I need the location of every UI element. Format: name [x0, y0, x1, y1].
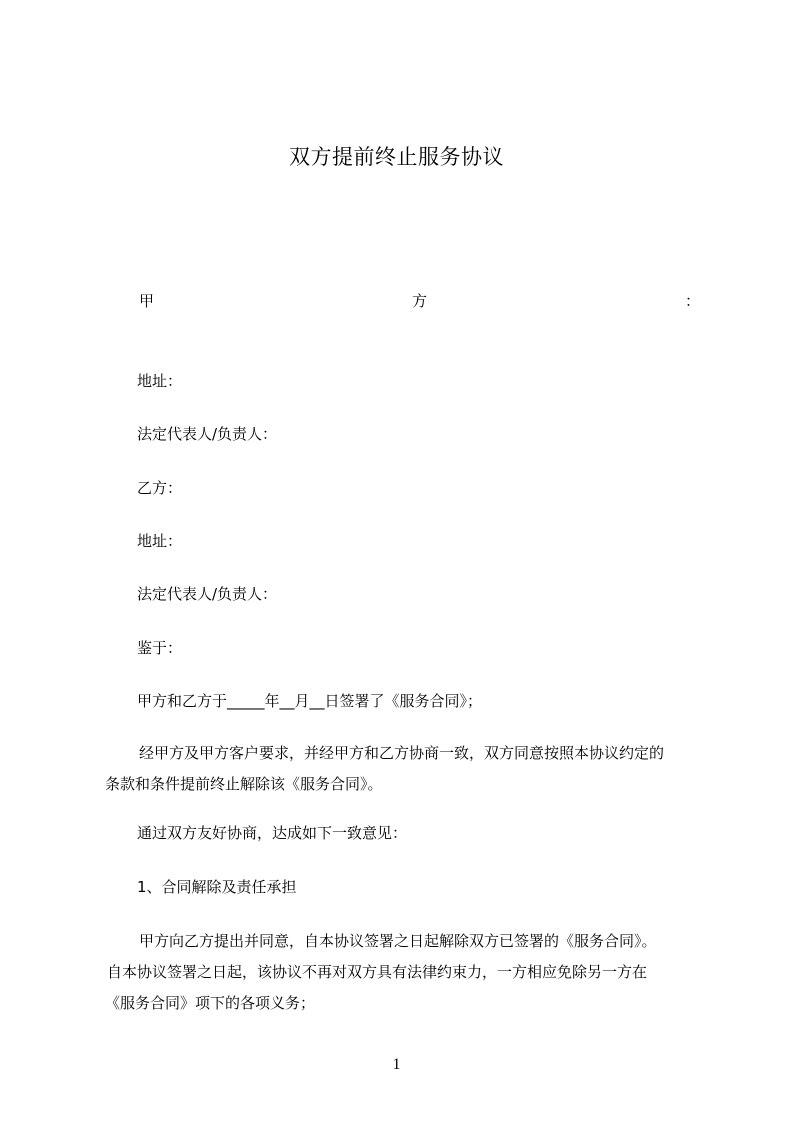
party-a-char-2: 方: [412, 292, 428, 310]
representative-b-label: 法定代表人/负责人：: [137, 585, 278, 603]
party-a-char-1: 甲: [139, 292, 155, 310]
consent-line-1: 经甲方及甲方客户要求，并经甲方和乙方协商一致，双方同意按照本协议约定的: [139, 744, 665, 762]
party-a-colon: ：: [685, 292, 701, 310]
clause-1-line-1: 甲方向乙方提出并同意，自本协议签署之日起解除双方已签署的《服务合同》。: [139, 932, 657, 950]
party-a-line: [139, 290, 701, 312]
clause-1-heading: 1、合同解除及责任承担: [137, 878, 297, 896]
consent-line-2: 条款和条件提前终止解除该《服务合同》。: [105, 775, 383, 793]
page-number: 1: [392, 1056, 401, 1073]
whereas-label: 鉴于：: [137, 639, 183, 657]
address-b-label: 地址：: [137, 532, 183, 550]
agreement-intro: 通过双方友好协商，达成如下一致意见：: [137, 824, 408, 842]
party-b-label: 乙方：: [137, 479, 183, 497]
document-title: 双方提前终止服务协议: [289, 145, 504, 169]
clause-1-line-2: 自本协议签署之日起，该协议不再对双方具有法律约束力，一方相应免除另一方在: [107, 963, 648, 981]
consent-paragraph: [105, 738, 703, 800]
representative-a-label: 法定代表人/负责人：: [137, 425, 278, 443]
address-a-label: 地址：: [137, 372, 183, 390]
contract-signed-line: 甲方和乙方于_____年__月__日签署了《服务合同》；: [137, 692, 483, 710]
clause-1-paragraph: [105, 926, 703, 1019]
clause-1-line-3: 《服务合同》项下的各项义务；: [105, 994, 316, 1012]
